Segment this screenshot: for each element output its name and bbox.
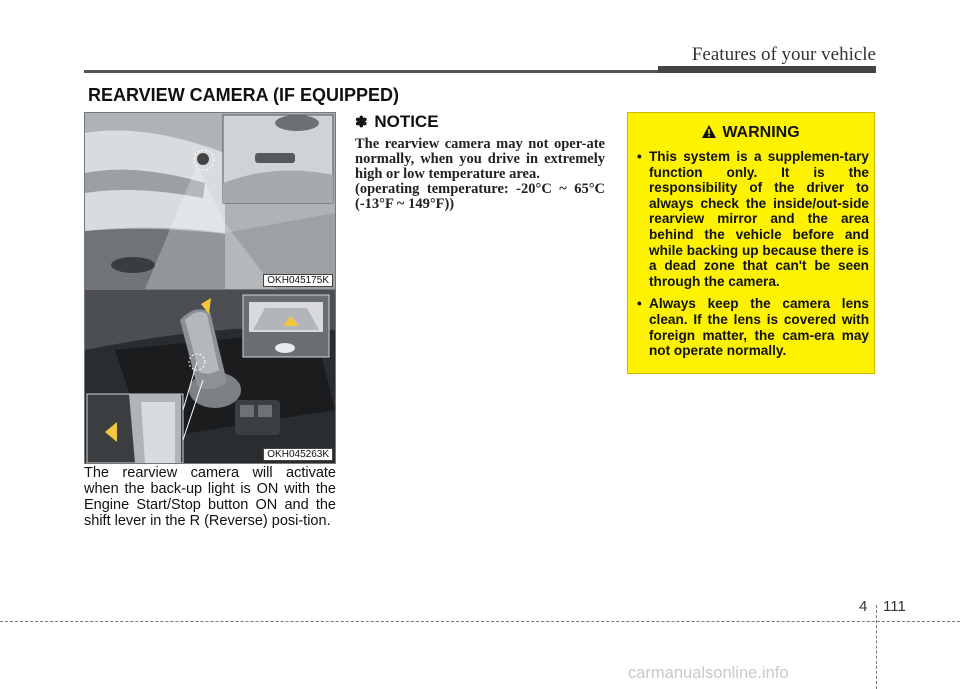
warning-header (628, 124, 874, 142)
section-title: REARVIEW CAMERA (IF EQUIPPED) (88, 85, 400, 105)
warning-triangle-icon (702, 125, 716, 138)
warning-item-text: This system is a supplemen-tary function only. It is the responsibility of the driver to always check the inside/out-side rearview mirror and the area behind the vehicle before and while backing up because there is a dead zone that can't be seen through the camera. (649, 149, 869, 289)
notice-title (355, 112, 439, 132)
notice-body (355, 137, 605, 212)
gear-shift-reverse-illustration (85, 290, 335, 463)
car-rear-camera-illustration (85, 113, 335, 289)
rear-camera-image (84, 112, 336, 290)
warning-title: WARNING (722, 124, 800, 141)
warning-item (637, 296, 869, 358)
header-title: Features of your vehicle (691, 44, 876, 65)
warning-box (627, 112, 875, 374)
header-rule-accent (658, 66, 876, 73)
notice-line: The rearview camera may not oper-ate normally, when you drive in extremely high or low temperature area. (355, 136, 605, 182)
watermark[interactable]: carmanualsonline.info (628, 664, 789, 682)
bullet-icon: • (637, 296, 642, 312)
notice-line: (operating temperature: -20°C ~ 65°C (-13°F ~ 149°F)) (355, 181, 605, 212)
warning-item-text: Always keep the camera lens clean. If the lens is covered with foreign matter, the cam-era may not operate normally. (649, 296, 869, 359)
image-label: OKH045175K (263, 274, 333, 287)
page-number: 111 (883, 598, 906, 615)
image-label: OKH045263K (263, 448, 333, 461)
warning-item (637, 149, 869, 289)
chapter-number: 4 (859, 598, 868, 615)
body-text: The rearview camera will activate when the back-up light is ON with the Engine Start/Stop button ON and the shift lever in the R (Reverse) posi-tion. (84, 465, 336, 529)
notice-title-text: NOTICE (374, 112, 439, 131)
footer-divider (876, 605, 877, 689)
bullet-icon: • (637, 149, 642, 164)
notice-symbol-icon: ✽ (355, 114, 368, 131)
gear-shift-image (84, 289, 336, 464)
warning-list (637, 149, 869, 366)
footer-rule (0, 621, 960, 622)
